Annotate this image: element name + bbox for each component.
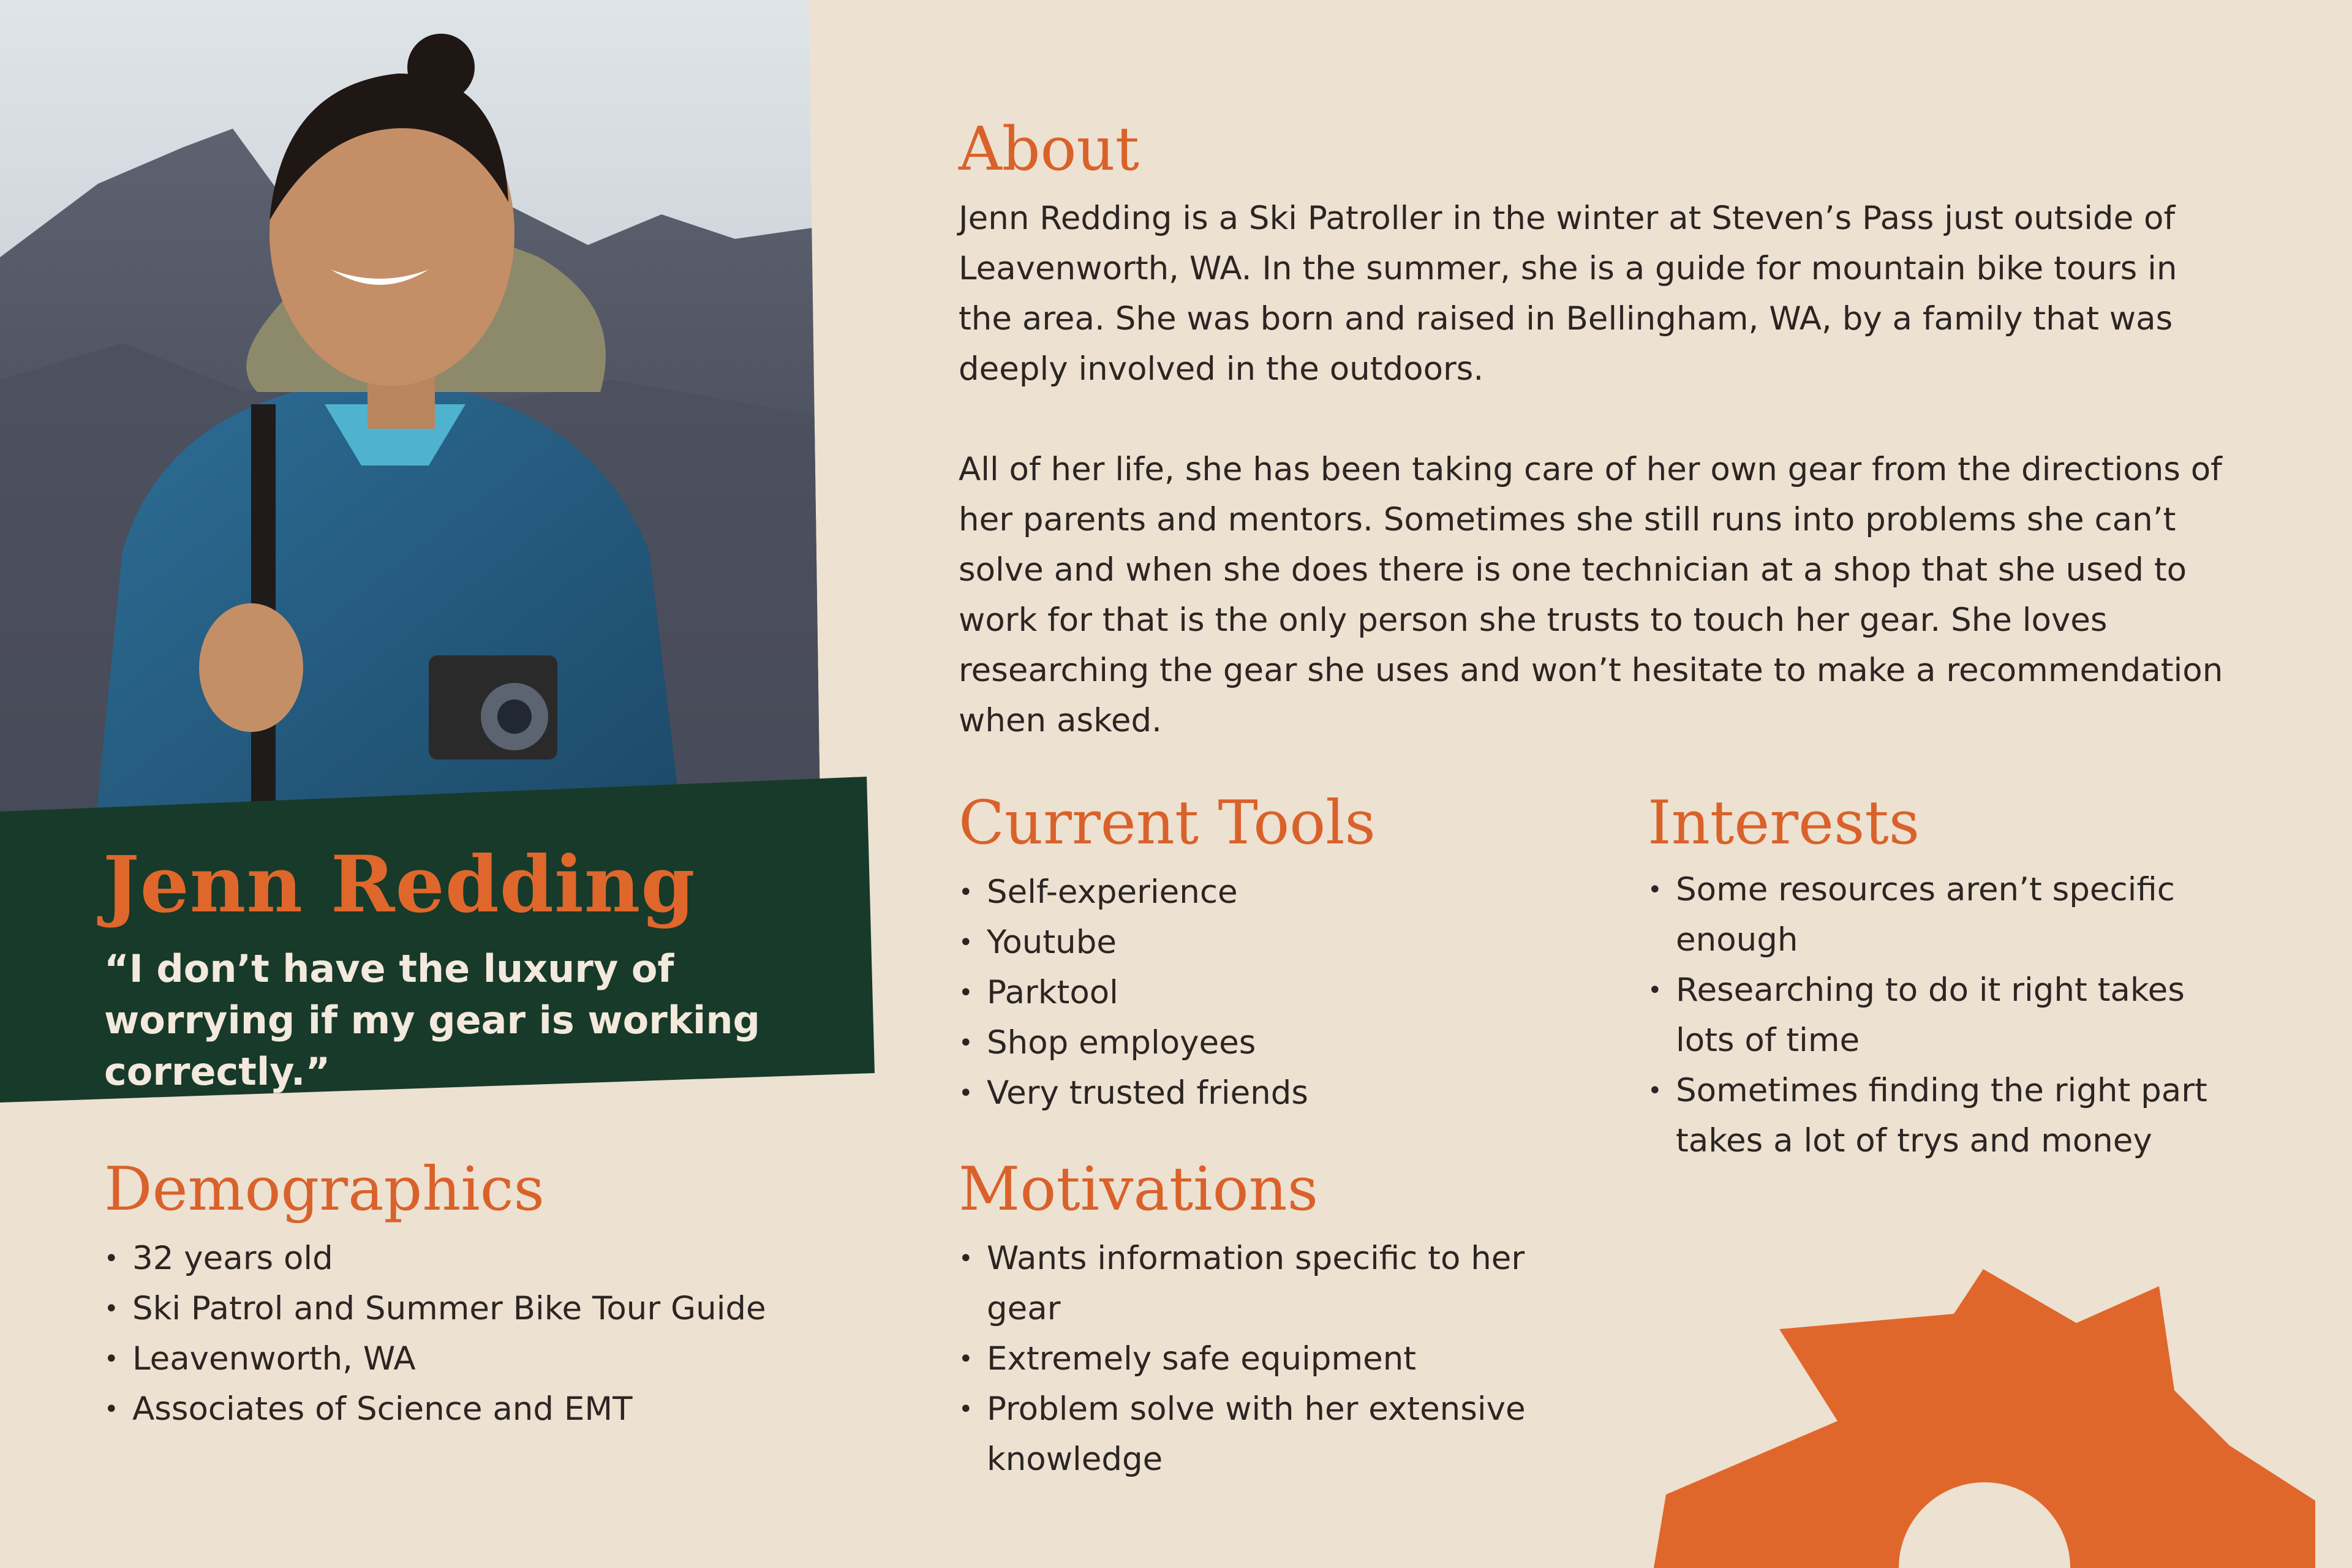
persona-quote: “I don’t have the luxury of worrying if my gear is working correctly.” — [104, 946, 760, 1094]
profile-photo — [0, 0, 821, 858]
list-item: • Some resources aren’t specific enough — [1648, 865, 2248, 965]
list-item: • 32 years old — [104, 1234, 900, 1284]
list-item: • Leavenworth, WA — [104, 1334, 900, 1384]
list-item: • Associates of Science and EMT — [104, 1384, 900, 1434]
list-item: • Wants information specific to her gear — [959, 1234, 1583, 1334]
current-tools-heading: Current Tools — [959, 788, 1376, 858]
list-item: • Ski Patrol and Summer Bike Tour Guide — [104, 1284, 900, 1334]
gear-icon — [1648, 1262, 2321, 1568]
person-name: Jenn Redding — [103, 839, 696, 930]
about-paragraph-1: Jenn Redding is a Ski Patroller in the winter at Steven’s Pass just outside of Leavenworth, WA. In the summer, she is a guide for mountain bike tours in the area. She was born and raised in Bellingham, WA, by a family that was deeply involved in the outdoors. — [959, 200, 2177, 388]
motivations-list — [959, 1234, 1583, 1485]
list-item: • Shop employees — [959, 1018, 1602, 1068]
demographics-list — [104, 1234, 900, 1434]
about-heading: About — [959, 115, 1140, 184]
list-item: • Sometimes finding the right part takes a lot of trys and money — [1648, 1066, 2248, 1166]
list-item: • Extremely safe equipment — [959, 1334, 1583, 1384]
interests-heading: Interests — [1648, 788, 1920, 858]
list-item: • Researching to do it right takes lots of time — [1648, 965, 2248, 1066]
list-item: • Self-experience — [959, 867, 1602, 918]
list-item: • Parktool — [959, 968, 1602, 1018]
current-tools-list — [959, 867, 1602, 1118]
list-item: • Problem solve with her extensive knowledge — [959, 1384, 1583, 1485]
about-paragraph-2: All of her life, she has been taking care of her own gear from the directions of her parents and mentors. Sometimes she still runs into problems she can’t solve and when she does there is one technician at a shop that she used to work for that is the only person she trusts to touch her gear. She loves researching the gear she uses and won’t hesitate to make a recommendation when asked. — [959, 451, 2223, 739]
interests-list — [1648, 865, 2248, 1166]
list-item: • Very trusted friends — [959, 1068, 1602, 1118]
motivations-heading: Motivations — [959, 1155, 1318, 1224]
demographics-heading: Demographics — [104, 1155, 545, 1224]
list-item: • Youtube — [959, 918, 1602, 968]
